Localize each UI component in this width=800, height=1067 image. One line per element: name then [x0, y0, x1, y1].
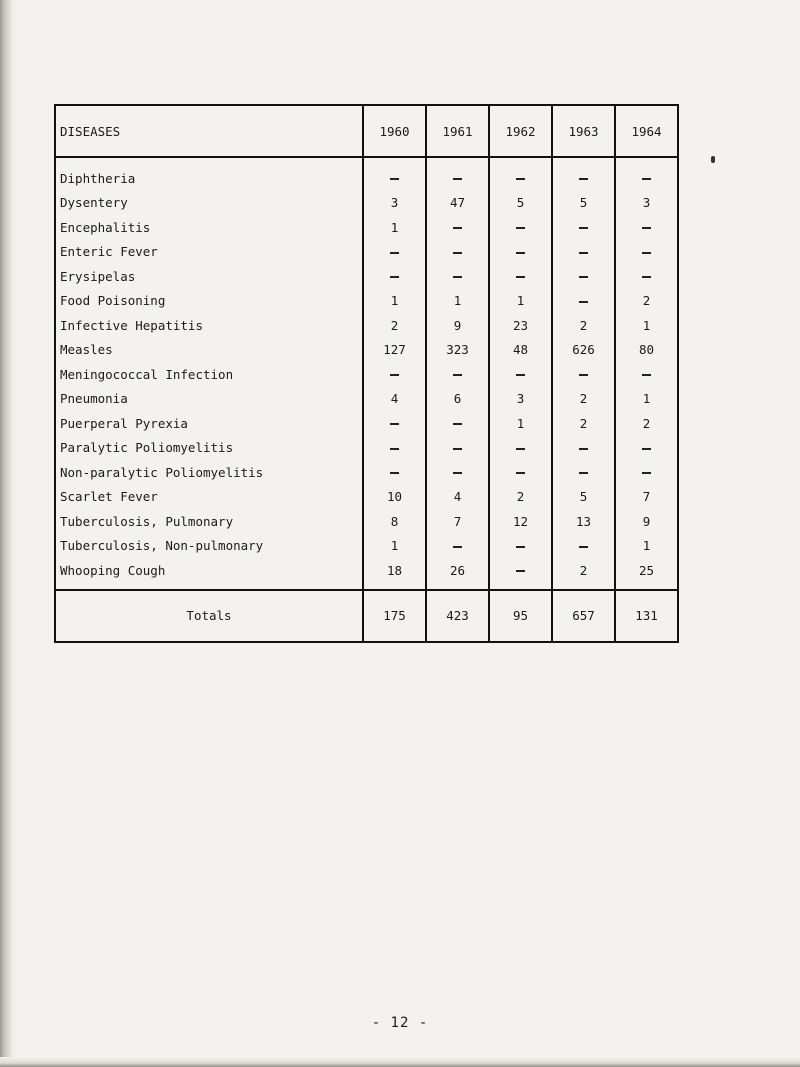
disease-name: Scarlet Fever	[55, 485, 363, 510]
nil-dash-mark	[579, 178, 588, 180]
table-row	[55, 289, 678, 314]
disease-name: Puerperal Pyrexia	[55, 411, 363, 436]
case-count-cell: 48	[489, 338, 552, 363]
table-row	[55, 157, 678, 191]
nil-dash-mark	[453, 472, 462, 474]
case-count-cell: 2	[615, 411, 678, 436]
nil-dash-mark	[516, 546, 525, 548]
case-count-cell	[552, 289, 615, 314]
total-cell: 131	[615, 590, 678, 642]
case-count-cell: 12	[489, 509, 552, 534]
nil-dash-mark	[516, 227, 525, 229]
disease-name: Paralytic Poliomyelitis	[55, 436, 363, 461]
case-count-cell	[426, 240, 489, 265]
nil-dash-mark	[516, 374, 525, 376]
nil-dash-mark	[390, 276, 399, 278]
page-number: - 12 -	[371, 1015, 429, 1031]
case-count-cell	[489, 558, 552, 590]
case-count-cell: 4	[426, 485, 489, 510]
scan-bottom-edge	[0, 1057, 800, 1067]
disease-name: Tuberculosis, Pulmonary	[55, 509, 363, 534]
disease-name: Encephalitis	[55, 215, 363, 240]
nil-dash-mark	[642, 252, 651, 254]
table-row	[55, 558, 678, 590]
case-count-cell: 1	[615, 387, 678, 412]
scan-speck	[711, 156, 715, 163]
disease-name: Infective Hepatitis	[55, 313, 363, 338]
case-count-cell	[552, 240, 615, 265]
total-cell: 657	[552, 590, 615, 642]
totals-row	[55, 590, 678, 642]
case-count-cell: 7	[615, 485, 678, 510]
case-count-cell: 2	[552, 387, 615, 412]
case-count-cell	[363, 240, 426, 265]
nil-dash-mark	[453, 374, 462, 376]
case-count-cell	[615, 215, 678, 240]
case-count-cell	[615, 460, 678, 485]
table-row	[55, 509, 678, 534]
case-count-cell	[363, 362, 426, 387]
case-count-cell	[615, 436, 678, 461]
disease-name: Whooping Cough	[55, 558, 363, 590]
case-count-cell: 3	[489, 387, 552, 412]
case-count-cell	[426, 534, 489, 559]
disease-name: Erysipelas	[55, 264, 363, 289]
case-count-cell: 5	[489, 191, 552, 216]
case-count-cell: 2	[489, 485, 552, 510]
table-header-row	[55, 105, 678, 157]
case-count-cell	[489, 534, 552, 559]
nil-dash-mark	[453, 546, 462, 548]
nil-dash-mark	[453, 227, 462, 229]
nil-dash-mark	[642, 227, 651, 229]
disease-name: Meningococcal Infection	[55, 362, 363, 387]
case-count-cell: 2	[552, 313, 615, 338]
nil-dash-mark	[642, 448, 651, 450]
case-count-cell	[426, 157, 489, 191]
year-column-header: 1960	[363, 105, 426, 157]
nil-dash-mark	[516, 448, 525, 450]
case-count-cell: 1	[363, 534, 426, 559]
case-count-cell	[552, 460, 615, 485]
case-count-cell: 5	[552, 485, 615, 510]
table-row	[55, 485, 678, 510]
table-row	[55, 534, 678, 559]
disease-name: Measles	[55, 338, 363, 363]
case-count-cell	[426, 362, 489, 387]
case-count-cell	[363, 264, 426, 289]
case-count-cell	[489, 240, 552, 265]
nil-dash-mark	[579, 227, 588, 229]
disease-name: Non-paralytic Poliomyelitis	[55, 460, 363, 485]
case-count-cell	[363, 436, 426, 461]
case-count-cell: 1	[363, 289, 426, 314]
nil-dash-mark	[390, 374, 399, 376]
nil-dash-mark	[516, 472, 525, 474]
year-column-header: 1962	[489, 105, 552, 157]
case-count-cell	[552, 436, 615, 461]
nil-dash-mark	[642, 178, 651, 180]
nil-dash-mark	[390, 178, 399, 180]
nil-dash-mark	[453, 448, 462, 450]
case-count-cell	[552, 362, 615, 387]
case-count-cell: 3	[363, 191, 426, 216]
case-count-cell	[552, 534, 615, 559]
case-count-cell: 9	[615, 509, 678, 534]
case-count-cell: 2	[615, 289, 678, 314]
case-count-cell	[363, 411, 426, 436]
case-count-cell: 4	[363, 387, 426, 412]
table-row	[55, 387, 678, 412]
disease-name: Food Poisoning	[55, 289, 363, 314]
disease-name: Dysentery	[55, 191, 363, 216]
nil-dash-mark	[579, 301, 588, 303]
case-count-cell	[489, 157, 552, 191]
case-count-cell	[489, 436, 552, 461]
case-count-cell: 10	[363, 485, 426, 510]
table-row	[55, 411, 678, 436]
case-count-cell: 13	[552, 509, 615, 534]
diseases-table	[54, 104, 679, 643]
case-count-cell	[363, 460, 426, 485]
table-row	[55, 338, 678, 363]
case-count-cell: 6	[426, 387, 489, 412]
case-count-cell: 26	[426, 558, 489, 590]
nil-dash-mark	[516, 276, 525, 278]
case-count-cell: 47	[426, 191, 489, 216]
nil-dash-mark	[579, 472, 588, 474]
table-row	[55, 313, 678, 338]
case-count-cell	[489, 362, 552, 387]
case-count-cell	[489, 215, 552, 240]
disease-name: Enteric Fever	[55, 240, 363, 265]
case-count-cell: 1	[615, 534, 678, 559]
case-count-cell: 9	[426, 313, 489, 338]
nil-dash-mark	[579, 374, 588, 376]
case-count-cell: 1	[426, 289, 489, 314]
case-count-cell: 1	[615, 313, 678, 338]
diseases-column-header: DISEASES	[55, 105, 363, 157]
nil-dash-mark	[642, 374, 651, 376]
nil-dash-mark	[390, 472, 399, 474]
table-row	[55, 191, 678, 216]
case-count-cell: 1	[363, 215, 426, 240]
nil-dash-mark	[642, 276, 651, 278]
case-count-cell	[426, 411, 489, 436]
case-count-cell	[615, 240, 678, 265]
nil-dash-mark	[642, 472, 651, 474]
case-count-cell: 23	[489, 313, 552, 338]
case-count-cell	[363, 157, 426, 191]
case-count-cell: 2	[552, 411, 615, 436]
case-count-cell: 25	[615, 558, 678, 590]
nil-dash-mark	[453, 252, 462, 254]
case-count-cell: 5	[552, 191, 615, 216]
case-count-cell: 8	[363, 509, 426, 534]
nil-dash-mark	[453, 276, 462, 278]
case-count-cell: 626	[552, 338, 615, 363]
case-count-cell	[552, 157, 615, 191]
case-count-cell	[552, 264, 615, 289]
case-count-cell	[426, 460, 489, 485]
case-count-cell: 323	[426, 338, 489, 363]
case-count-cell: 1	[489, 411, 552, 436]
table-body	[55, 157, 678, 590]
case-count-cell: 7	[426, 509, 489, 534]
nil-dash-mark	[516, 178, 525, 180]
nil-dash-mark	[579, 546, 588, 548]
case-count-cell	[489, 460, 552, 485]
table-row	[55, 460, 678, 485]
nil-dash-mark	[390, 448, 399, 450]
case-count-cell	[426, 436, 489, 461]
case-count-cell	[552, 215, 615, 240]
case-count-cell: 2	[552, 558, 615, 590]
nil-dash-mark	[516, 252, 525, 254]
nil-dash-mark	[453, 178, 462, 180]
case-count-cell: 127	[363, 338, 426, 363]
case-count-cell: 3	[615, 191, 678, 216]
year-column-header: 1964	[615, 105, 678, 157]
table-row	[55, 215, 678, 240]
total-cell: 423	[426, 590, 489, 642]
disease-name: Pneumonia	[55, 387, 363, 412]
case-count-cell	[426, 215, 489, 240]
table-row	[55, 240, 678, 265]
case-count-cell	[615, 362, 678, 387]
case-count-cell	[615, 264, 678, 289]
case-count-cell: 18	[363, 558, 426, 590]
nil-dash-mark	[453, 423, 462, 425]
nil-dash-mark	[516, 570, 525, 572]
case-count-cell: 2	[363, 313, 426, 338]
table-row	[55, 436, 678, 461]
case-count-cell	[426, 264, 489, 289]
case-count-cell	[489, 264, 552, 289]
nil-dash-mark	[390, 423, 399, 425]
nil-dash-mark	[579, 276, 588, 278]
case-count-cell: 1	[489, 289, 552, 314]
total-cell: 175	[363, 590, 426, 642]
scan-left-edge	[0, 0, 14, 1067]
case-count-cell: 80	[615, 338, 678, 363]
table-row	[55, 264, 678, 289]
case-count-cell	[615, 157, 678, 191]
nil-dash-mark	[579, 448, 588, 450]
total-cell: 95	[489, 590, 552, 642]
disease-name: Diphtheria	[55, 157, 363, 191]
nil-dash-mark	[579, 252, 588, 254]
year-column-header: 1961	[426, 105, 489, 157]
totals-label: Totals	[55, 590, 363, 642]
table-row	[55, 362, 678, 387]
year-column-header: 1963	[552, 105, 615, 157]
nil-dash-mark	[390, 252, 399, 254]
disease-name: Tuberculosis, Non-pulmonary	[55, 534, 363, 559]
